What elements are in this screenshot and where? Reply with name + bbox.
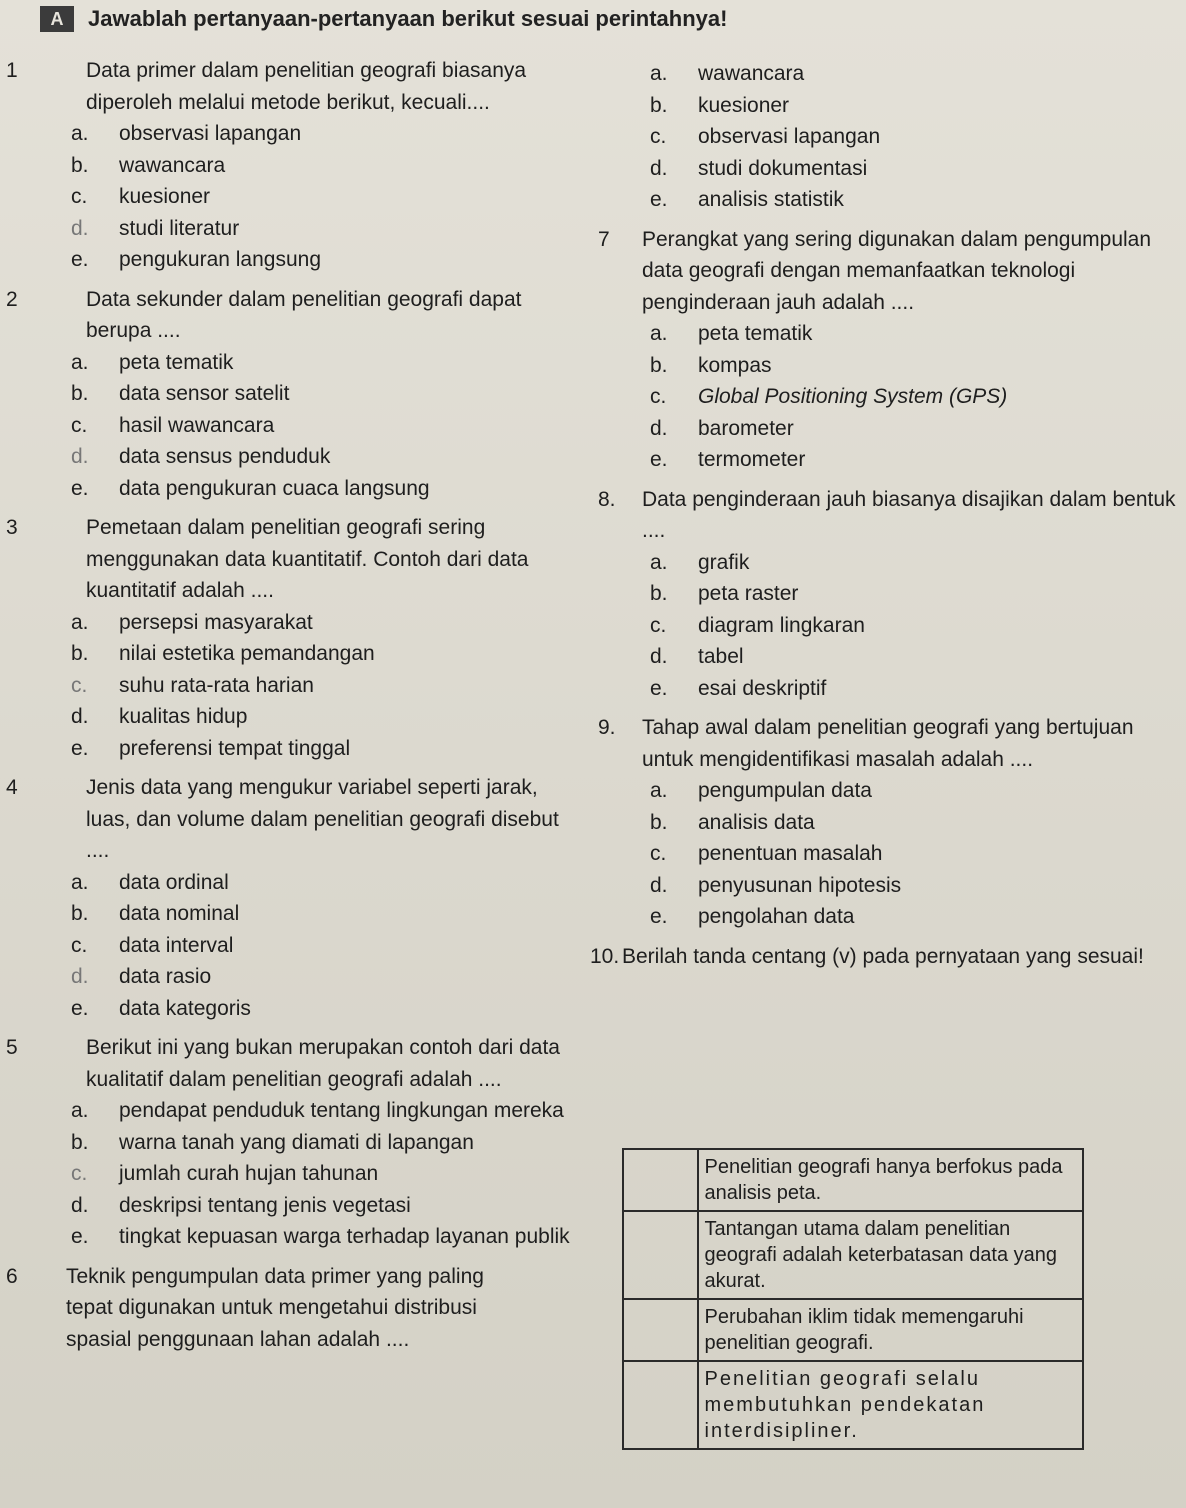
table-row <box>623 1299 1083 1361</box>
option-e[interactable]: e. pengolahan data <box>650 905 855 928</box>
options <box>71 118 581 276</box>
question-5 <box>6 1032 581 1253</box>
option-c[interactable]: c. Global Positioning System (GPS) <box>650 385 1008 408</box>
option-b[interactable]: b. data nominal <box>71 902 240 925</box>
option-e[interactable]: e. pengukuran langsung <box>71 248 322 271</box>
question-number: 1 <box>6 59 18 82</box>
option-d[interactable]: d. data sensus penduduk <box>71 445 331 468</box>
option-e[interactable]: e. tingkat kepuasan warga terhadap layanan publik <box>71 1225 570 1248</box>
question-number: 8. <box>598 487 616 511</box>
option-b[interactable]: b. wawancara <box>71 153 226 177</box>
option-b[interactable]: b. analisis data <box>650 810 815 834</box>
table-row <box>623 1361 1083 1449</box>
question-text: Data primer dalam penelitian geografi biasanya diperoleh melalui metode berikut, kecuali.... <box>86 59 527 114</box>
question-3 <box>6 512 581 764</box>
option-c[interactable]: c. kuesioner <box>71 185 211 208</box>
question-1 <box>6 55 581 276</box>
option-e[interactable]: e. data kategoris <box>71 996 251 1020</box>
question-10 <box>590 941 1180 973</box>
section-badge: A <box>40 6 74 32</box>
option-b[interactable]: b. nilai estetika pemandangan <box>71 642 375 665</box>
question-text: Berikut ini yang bukan merupakan contoh dari data kualitatif dalam penelitian geografi adalah .... <box>86 1036 560 1091</box>
options <box>650 58 1180 216</box>
options <box>71 867 581 1025</box>
right-column <box>590 58 1180 980</box>
left-column <box>6 55 581 1363</box>
option-c[interactable]: c. data interval <box>71 933 234 957</box>
checkbox-cell[interactable] <box>623 1361 698 1449</box>
question-6-options <box>590 58 1180 216</box>
option-d[interactable]: d. tabel <box>650 645 744 668</box>
statement-table <box>622 1148 1084 1450</box>
statement-text: Perubahan iklim tidak memengaruhi penelitian geografi. <box>698 1299 1084 1361</box>
option-c[interactable]: c. hasil wawancara <box>71 413 275 437</box>
options <box>650 547 1180 705</box>
question-number: 9. <box>598 716 616 739</box>
question-9 <box>590 712 1180 933</box>
checkbox-cell[interactable] <box>623 1299 698 1361</box>
option-a[interactable]: a. data ordinal <box>71 870 229 894</box>
question-6 <box>6 1261 581 1356</box>
option-b[interactable]: b. data sensor satelit <box>71 382 290 405</box>
option-b[interactable]: b. kompas <box>650 353 772 377</box>
question-7 <box>590 224 1180 476</box>
option-c[interactable]: c. diagram lingkaran <box>650 613 865 637</box>
option-e[interactable]: e. esai deskriptif <box>650 676 827 700</box>
checkbox-cell[interactable] <box>623 1149 698 1211</box>
options <box>650 318 1180 476</box>
question-number: 3 <box>6 516 18 539</box>
option-c[interactable]: c. observasi lapangan <box>650 125 881 148</box>
option-a[interactable]: a. pendapat penduduk tentang lingkungan mereka <box>71 1099 564 1122</box>
question-number: 10. <box>590 944 620 968</box>
options <box>650 775 1180 933</box>
question-text: Berilah tanda centang (v) pada pernyataan yang sesuai! <box>622 944 1144 968</box>
question-text: Teknik pengumpulan data primer yang paling tepat digunakan untuk mengetahui distribusi spasial penggunaan lahan adalah .... <box>66 1264 484 1351</box>
option-d[interactable]: d. barometer <box>650 416 794 440</box>
table-row <box>623 1211 1083 1299</box>
option-a[interactable]: a. pengumpulan data <box>650 779 872 802</box>
question-text: Perangkat yang sering digunakan dalam pengumpulan data geografi dengan memanfaatkan teknologi penginderaan jauh adalah .... <box>642 227 1152 314</box>
option-e[interactable]: e. data pengukuran cuaca langsung <box>71 476 430 500</box>
options <box>71 607 581 765</box>
question-text: Data sekunder dalam penelitian geografi dapat berupa .... <box>86 287 522 342</box>
question-text: Jenis data yang mengukur variabel seperti jarak, luas, dan volume dalam penelitian geografi disebut .... <box>86 776 559 862</box>
options <box>71 1095 581 1253</box>
statement-text: Penelitian geografi selalu membutuhkan pendekatan interdisipliner. <box>698 1361 1084 1449</box>
question-4 <box>6 772 581 1024</box>
question-number: 6 <box>6 1264 18 1288</box>
statement-text: Tantangan utama dalam penelitian geografi adalah keterbatasan data yang akurat. <box>698 1211 1084 1299</box>
option-d[interactable]: d. studi literatur <box>71 216 240 240</box>
option-d[interactable]: d. studi dokumentasi <box>650 156 868 180</box>
option-d[interactable]: d. penyusunan hipotesis <box>650 873 902 897</box>
statement-text: Penelitian geografi hanya berfokus pada analisis peta. <box>698 1149 1084 1211</box>
section-header <box>40 4 727 34</box>
question-2 <box>6 284 581 505</box>
option-e[interactable]: e. preferensi tempat tinggal <box>71 736 351 760</box>
option-c[interactable]: c. penentuan masalah <box>650 842 883 865</box>
question-text: Data penginderaan jauh biasanya disajikan dalam bentuk .... <box>642 487 1176 542</box>
section-title: Jawablah pertanyaan-pertanyaan berikut sesuai perintahnya! <box>88 6 728 31</box>
question-number: 5 <box>6 1036 18 1059</box>
question-8 <box>590 484 1180 705</box>
question-text: Tahap awal dalam penelitian geografi yang bertujuan untuk mengidentifikasi masalah adalah .... <box>642 716 1134 771</box>
option-b[interactable]: b. warna tanah yang diamati di lapangan <box>71 1130 474 1154</box>
option-b[interactable]: b. kuesioner <box>650 93 790 117</box>
question-number: 4 <box>6 776 18 799</box>
option-d[interactable]: d. kualitas hidup <box>71 705 248 728</box>
option-a[interactable]: a. persepsi masyarakat <box>71 610 313 634</box>
options <box>71 347 581 505</box>
option-e[interactable]: e. analisis statistik <box>650 188 844 211</box>
option-e[interactable]: e. termometer <box>650 448 806 471</box>
option-d[interactable]: d. deskripsi tentang jenis vegetasi <box>71 1193 411 1217</box>
option-a[interactable]: a. observasi lapangan <box>71 122 302 145</box>
checkbox-cell[interactable] <box>623 1211 698 1299</box>
option-b[interactable]: b. peta raster <box>650 582 799 605</box>
option-c[interactable]: c. jumlah curah hujan tahunan <box>71 1162 379 1185</box>
option-c[interactable]: c. suhu rata-rata harian <box>71 673 314 697</box>
option-d[interactable]: d. data rasio <box>71 965 212 988</box>
table-row <box>623 1149 1083 1211</box>
option-a[interactable]: a. peta tematik <box>71 350 234 374</box>
question-text: Pemetaan dalam penelitian geografi sering menggunakan data kuantitatif. Contoh dari data kuantitatif adalah .... <box>86 516 529 602</box>
question-number: 2 <box>6 287 18 311</box>
option-a[interactable]: a. wawancara <box>650 62 805 85</box>
question-number: 7 <box>598 227 610 251</box>
option-a[interactable]: a. peta tematik <box>650 322 813 345</box>
option-a[interactable]: a. grafik <box>650 550 750 574</box>
